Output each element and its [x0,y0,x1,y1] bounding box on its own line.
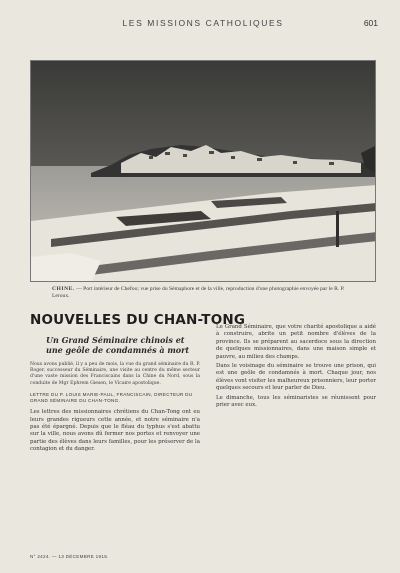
article-subtitle: Un Grand Séminaire chinois et une geôle de condamnés à mort [46,335,190,355]
issue-footer: N° 2424. — 13 DÉCEMBRE 1915. [30,554,109,559]
running-head [28,18,378,32]
right-column-paragraph: Le Grand Séminaire, que votre charité apostolique a aidé à construire, abrite un petit nombre d'élèves de la province. Ils se préparent au sacerdoce sous la direction de quelques missionnaires, dans une maison simple et pauvre, au milieu des champs. [216,324,376,360]
page-number: 601 [363,18,378,28]
right-column-paragraph: Dans le voisinage du séminaire se trouve une prison, qui est une geôle de condamnés à mort. Chaque jour, nos élèves vont visiter les malheureux prisonniers, leur porter quelques secours et leur parler de Dieu. [216,363,376,392]
article-body: Les lettres des missionnaires chrétiens du Chan-Tong ont eu leurs grandes rigueurs cette année, et notre séminaire n'a pas été épargné. Depuis que le fléau du typhus s'est abattu sur la ville, nous avons dû fermer nos portes et renvoyer une partie des élèves dans leurs familles, pour les préserver de la contagion et du danger. [30,409,200,453]
harbor-photograph [30,60,376,282]
article-byline: LETTRE DU P. LOUIS MARIE-PAUL, FRANCISCAIN, DIRECTEUR DU GRAND SÉMINAIRE DU CHAN-TONG. [30,391,193,404]
left-column [30,312,246,454]
right-column-paragraph: Le dimanche, tous les séminaristes se réunissent pour prier avec eux. [216,394,376,409]
article-intro: Nous avons publié, il y a peu de mois, la vue du grand séminaire du R. P. Roger, successeur du Séminaire, une visite au centre du même secteur d'une vaste mission des Franciscains dans la Chine du Nord, sous la conduite de Mgr Ephrem Giesen, le Vicaire apostolique. [30,362,200,386]
article-headline: NOUVELLES DU CHAN-TONG [30,312,246,328]
running-title: LES MISSIONS CATHOLIQUES [122,18,284,28]
right-column [216,324,376,409]
caption-text: — Port intérieur de Chefoo; vue prise du Sémaphore et de la ville, reproduction d'une photographie envoyée par le R. P. Leroux. [52,286,345,300]
caption-label: CHINE. [52,286,75,292]
harbor-photo-image [31,61,376,282]
photo-caption [52,286,362,300]
